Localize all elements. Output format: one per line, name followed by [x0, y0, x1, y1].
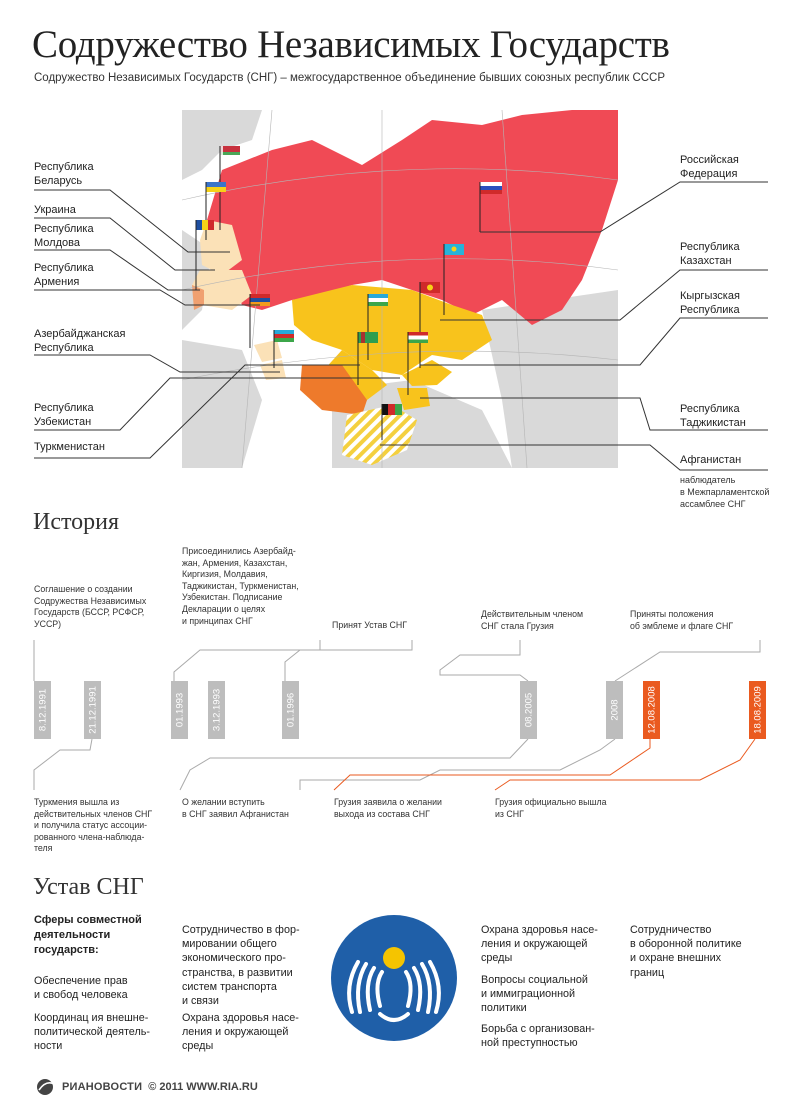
charter-item: Сотрудничество в фор- мировании общего экономического про- странства, в развитии систем транспорта и связи: [182, 924, 300, 1008]
date-label: 12.08.2008: [646, 686, 657, 734]
charter-item: Борьба с организован- ной преступностью: [481, 1023, 595, 1050]
date-label: 8.12.1991: [37, 688, 48, 732]
label-kazakhstan: Республика Казахстан: [680, 241, 740, 267]
date-box: [282, 681, 299, 739]
date-box-highlight: [749, 681, 766, 739]
label-azerbaijan: Азербайджанская Республика: [34, 328, 126, 354]
label-ukraine: Украина: [34, 204, 76, 216]
event-top-2: Присоединились Азербайд- жан, Армения, Казахстан, Киргизия, Молдавия, Таджикистан, Туркменистан, Узбекистан. Подписание Декларации о целях и принципах СНГ: [182, 546, 299, 626]
afghanistan-observer-note: наблюдатель в Межпарламентской ассамблее СНГ: [680, 475, 770, 509]
charter-item: Охрана здоровья насе- ления и окружающей среды: [182, 1012, 299, 1053]
event-bottom-4: Грузия официально вышла из СНГ: [495, 797, 607, 819]
date-box: [34, 681, 51, 739]
date-label: 2008: [609, 699, 620, 721]
date-box: [520, 681, 537, 739]
spheres-heading: Сферы совместной деятельности государств:: [34, 914, 142, 956]
label-turkmenistan: Туркменистан: [34, 441, 105, 453]
footer-logo-text: РИАНОВОСТИ: [62, 1081, 143, 1093]
date-label: 18.08.2009: [752, 686, 763, 734]
history-heading: История: [33, 509, 120, 535]
charter-item: Охрана здоровья насе- ления и окружающей среды: [481, 924, 598, 965]
date-label: 01.1993: [174, 692, 185, 728]
event-top-5: Приняты положения об эмблеме и флаге СНГ: [630, 609, 734, 631]
event-top-4: Действительным членом СНГ стала Грузия: [481, 609, 584, 631]
event-top-3: Принят Устав СНГ: [332, 620, 408, 630]
event-top-1: Соглашение о создании Содружества Независимых Государств (БССР, РСФСР, УССР): [34, 584, 147, 629]
charter-heading: Устав СНГ: [33, 874, 144, 900]
date-label: 21.12.1991: [87, 686, 98, 734]
charter-item: Сотрудничество в оборонной политике и охране внешних границ: [630, 924, 742, 979]
date-label: 08.2005: [523, 692, 534, 728]
event-bottom-2: О желании вступить в СНГ заявил Афганистан: [182, 797, 289, 819]
label-russia: Российская Федерация: [680, 154, 739, 180]
charter-item: Координац ия внешне- политической деятель- ности: [34, 1012, 150, 1053]
page-title: Содружество Независимых Государств: [32, 23, 670, 66]
label-kyrgyzstan: Кыргызская Республика: [680, 290, 740, 316]
event-bottom-3: Грузия заявила о желании выхода из состава СНГ: [334, 797, 442, 819]
label-afghanistan: Афганистан: [680, 454, 742, 466]
page-subtitle: Содружество Независимых Государств (СНГ) – межгосударственное объединение бывших союзных республик СССР: [34, 72, 666, 84]
label-armenia: Республика Армения: [34, 262, 94, 288]
cis-emblem: [330, 914, 458, 1042]
event-bottom-1: Туркмения вышла из действительных членов СНГ и получила статус ассоции- рованного члена-наблюда- теля: [34, 797, 153, 854]
charter-item: Вопросы социальной и иммиграционной политики: [481, 974, 588, 1015]
label-tajikistan: Республика Таджикистан: [680, 403, 746, 429]
date-box-highlight: [643, 681, 660, 739]
label-uzbekistan: Республика Узбекистан: [34, 402, 94, 428]
date-label: 01.1996: [285, 692, 296, 728]
footer-rights: © 2011 WWW.RIA.RU: [148, 1081, 258, 1093]
date-label: 3.12.1993: [211, 688, 222, 732]
date-box: [84, 681, 101, 739]
ria-logo-icon: [36, 1078, 56, 1096]
label-belarus: Республика Беларусь: [34, 161, 94, 187]
label-moldova: Республика Молдова: [34, 223, 94, 249]
date-box: [606, 681, 623, 739]
footer: [36, 1077, 258, 1097]
date-box: [208, 681, 225, 739]
date-box: [171, 681, 188, 739]
charter-item: Обеспечение прав и свобод человека: [34, 975, 128, 1002]
